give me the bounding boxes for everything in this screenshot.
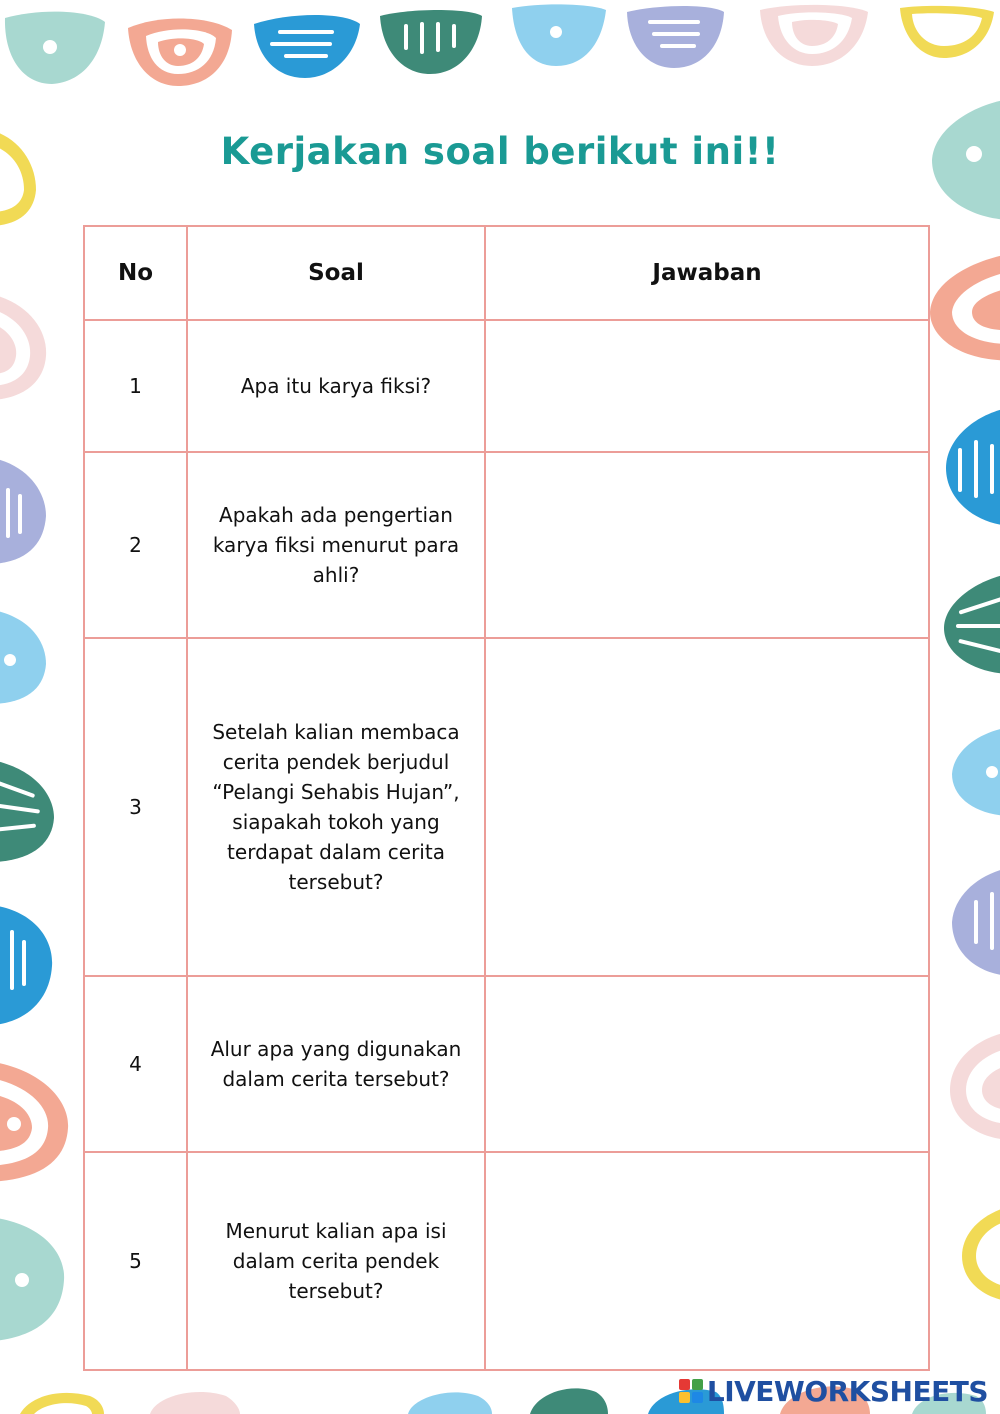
answer-cell[interactable] (485, 320, 929, 452)
liveworksheets-logo-icon (679, 1379, 703, 1403)
decor-shape (946, 406, 1000, 526)
decor-shape (380, 10, 482, 74)
decor-shape (962, 1204, 1000, 1302)
decor-shape (5, 12, 105, 84)
worksheet-title: Kerjakan soal berikut ini!! (220, 130, 780, 173)
row-number: 2 (84, 452, 187, 638)
row-number: 4 (84, 976, 187, 1152)
table-row (84, 1152, 929, 1370)
decor-shape (0, 1060, 68, 1182)
header-question: Soal (187, 226, 485, 320)
decor-shape (627, 6, 724, 68)
decor-shape (952, 726, 1000, 816)
decor-shape (930, 252, 1000, 360)
decor-shape (0, 758, 54, 862)
decor-shape (408, 1392, 492, 1414)
table-header-row (84, 226, 929, 320)
question-text: Menurut kalian apa isi dalam cerita pendek tersebut? (187, 1152, 485, 1370)
answer-input[interactable] (498, 349, 916, 415)
header-no: No (84, 226, 187, 320)
decor-shape (760, 5, 868, 66)
answer-input[interactable] (498, 770, 916, 836)
answer-cell[interactable] (485, 638, 929, 976)
decor-shape (944, 572, 1000, 674)
question-text: Setelah kalian membaca cerita pendek berjudul “Pelangi Sehabis Hujan”, siapakah tokoh yang terdapat dalam cerita tersebut? (187, 638, 485, 976)
answer-cell[interactable] (485, 976, 929, 1152)
decor-shape (150, 1392, 240, 1414)
table-row (84, 976, 929, 1152)
decor-shape (512, 4, 606, 66)
table-row (84, 638, 929, 976)
row-number: 1 (84, 320, 187, 452)
decor-shape (0, 904, 52, 1026)
decor-shape (952, 866, 1000, 976)
decor-shape (0, 1216, 64, 1342)
row-number: 3 (84, 638, 187, 976)
decor-shape (950, 1030, 1000, 1140)
answer-input[interactable] (498, 1027, 916, 1093)
decor-shape (0, 608, 46, 704)
answer-input[interactable] (498, 1224, 916, 1290)
question-text: Alur apa yang digunakan dalam cerita tersebut? (187, 976, 485, 1152)
header-answer: Jawaban (485, 226, 929, 320)
table-row (84, 452, 929, 638)
answer-input[interactable] (498, 508, 916, 574)
decor-shape (0, 456, 46, 564)
answer-cell[interactable] (485, 1152, 929, 1370)
question-text: Apa itu karya fiksi? (187, 320, 485, 452)
table-row (84, 320, 929, 452)
liveworksheets-branding[interactable] (679, 1374, 988, 1408)
decor-shape (0, 292, 46, 400)
decor-shape (128, 18, 232, 86)
decor-shape (530, 1388, 608, 1414)
decor-shape (20, 1393, 104, 1414)
decor-shape (254, 15, 360, 78)
question-table (83, 225, 930, 1371)
answer-cell[interactable] (485, 452, 929, 638)
row-number: 5 (84, 1152, 187, 1370)
decor-shape (900, 6, 994, 58)
brand-name: LIVEWORKSHEETS (706, 1374, 988, 1408)
question-text: Apakah ada pengertian karya fiksi menurut para ahli? (187, 452, 485, 638)
